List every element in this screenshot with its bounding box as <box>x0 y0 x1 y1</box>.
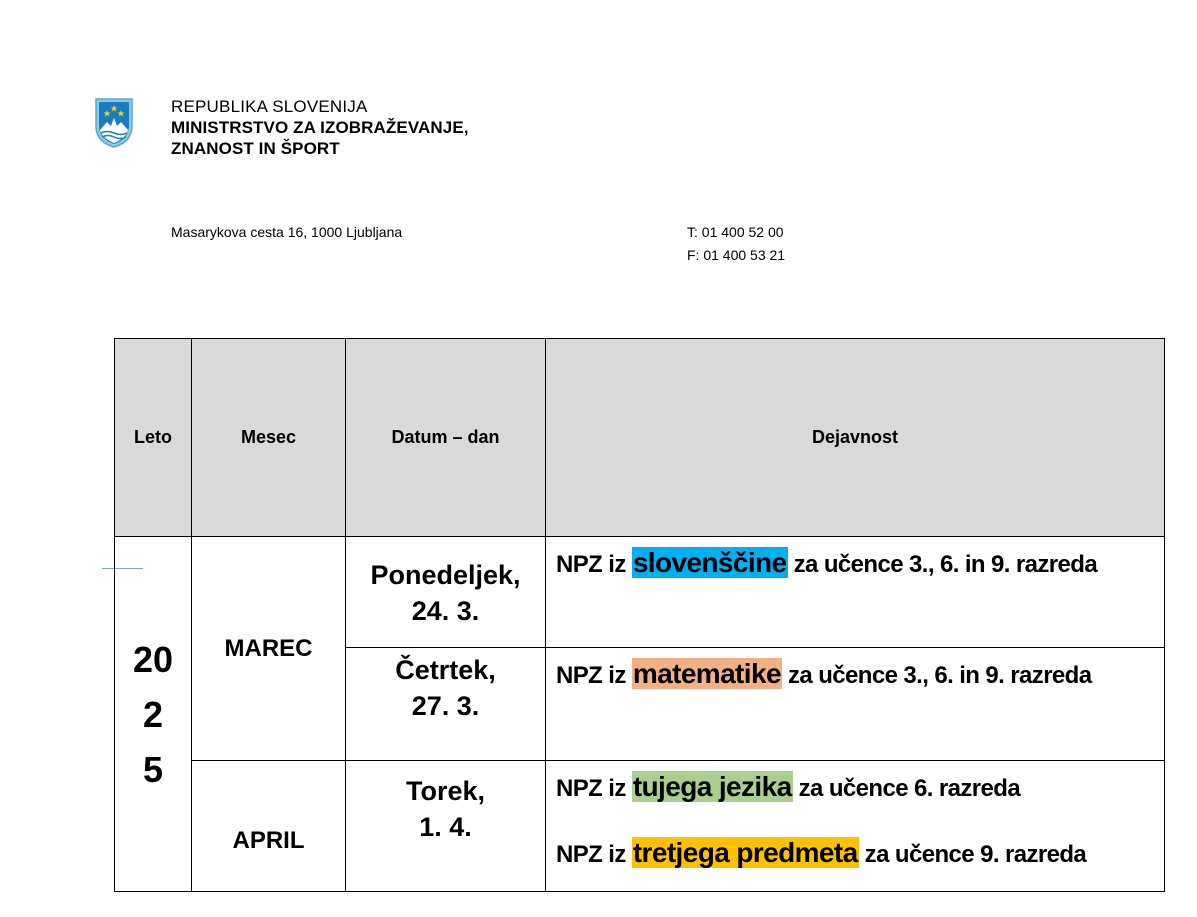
activity-prefix: NPZ iz <box>556 775 626 802</box>
address: Masarykova cesta 16, 1000 Ljubljana <box>171 224 403 240</box>
subject-highlight: tretjega predmeta <box>632 837 858 868</box>
ministry-name <box>171 96 469 159</box>
year-part: 5 <box>142 748 164 790</box>
ministry-line-2: ZNANOST IN ŠPORT <box>171 139 340 158</box>
table-row <box>115 761 1165 892</box>
date-number: 27. 3. <box>411 691 480 721</box>
header-date: Datum – dan <box>346 339 546 537</box>
phone-number: T: 01 400 52 00 <box>687 224 784 240</box>
slovenia-coat-of-arms-icon <box>93 96 135 148</box>
date-number: 1. 4. <box>419 812 472 842</box>
subject-highlight: matematike <box>632 658 781 689</box>
republic-line: REPUBLIKA SLOVENIJA <box>171 97 368 116</box>
date-day: Torek, <box>405 776 486 806</box>
activity-line <box>556 771 1164 803</box>
year-cell <box>115 537 192 892</box>
activity-prefix: NPZ iz <box>556 841 626 868</box>
activity-suffix: za učence 9. razreda <box>864 841 1087 868</box>
table-row <box>115 537 1165 648</box>
activity-cell <box>546 537 1165 648</box>
activity-line <box>556 658 1164 690</box>
activity-suffix: za učence 3., 6. in 9. razreda <box>793 551 1098 578</box>
date-cell <box>346 648 546 761</box>
npz-schedule-table <box>114 338 1165 892</box>
year-part: 20 <box>132 638 174 680</box>
date-cell <box>346 761 546 892</box>
activity-line <box>556 837 1164 869</box>
activity-cell <box>546 761 1165 892</box>
fax-number: F: 01 400 53 21 <box>687 247 786 263</box>
table-header-row <box>115 339 1165 537</box>
ministry-logo <box>93 96 483 162</box>
date-day: Četrtek, <box>395 655 496 685</box>
header-activity: Dejavnost <box>546 339 1165 537</box>
date-day: Ponedeljek, <box>370 560 521 590</box>
month-april: APRIL <box>192 761 346 892</box>
header-year: Leto <box>115 339 192 537</box>
date-number: 24. 3. <box>411 596 480 626</box>
date-cell <box>346 537 546 648</box>
month-march: MAREC <box>192 537 346 761</box>
header-month: Mesec <box>192 339 346 537</box>
activity-suffix: za učence 6. razreda <box>798 775 1021 802</box>
activity-prefix: NPZ iz <box>556 662 626 689</box>
activity-prefix: NPZ iz <box>556 551 626 578</box>
ministry-line: MINISTRSTVO ZA IZOBRAŽEVANJE, <box>171 118 469 137</box>
activity-cell <box>546 648 1165 761</box>
year-part: 2 <box>142 693 164 735</box>
activity-line <box>556 547 1164 579</box>
contact-numbers <box>687 221 785 267</box>
activity-suffix: za učence 3., 6. in 9. razreda <box>788 662 1092 689</box>
subject-highlight: slovenščine <box>632 547 787 578</box>
subject-highlight: tujega jezika <box>632 771 792 802</box>
